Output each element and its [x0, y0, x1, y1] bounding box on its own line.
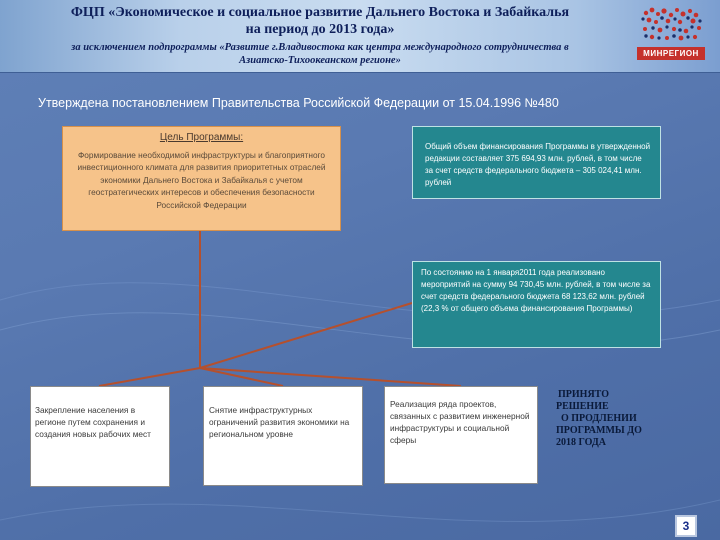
- header-banner: [0, 0, 720, 73]
- decision-line-5: 2018 ГОДА: [556, 437, 606, 448]
- task-text: Снятие инфраструктурных ограничений развития экономики на региональном уровне: [209, 405, 350, 439]
- task-text: Реализация ряда проектов, связанных с развитием инженерной инфраструктуры и социальной сферы: [390, 399, 530, 445]
- approval-subtitle: Утверждена постановлением Правительства Российской Федерации от 15.04.1996 №480: [38, 96, 559, 110]
- header-title-line-1: ФЦП «Экономическое и социальное развитие Дальнего Востока и Забайкалья: [70, 5, 570, 20]
- decision-note: [556, 389, 666, 449]
- program-goal-title: Цель Программы:: [159, 132, 244, 143]
- header-subtitle-line-1: за исключением подпрограммы «Развитие г.Владивостока как центра международного сотрудничества в: [71, 42, 569, 53]
- financing-box: [412, 126, 661, 199]
- task-box-projects: [384, 386, 538, 484]
- task-text: Закрепление населения в регионе путем сохранения и создания новых рабочих мест: [35, 405, 151, 439]
- decision-line-3: О ПРОДЛЕНИИ: [561, 413, 637, 424]
- page-number: 3: [675, 515, 697, 537]
- program-goal-text: Формирование необходимой инфраструктуры и благоприятного инвестиционного климата для развития приоритетных отраслей экономики Дальнего Востока и Забайкалья с учетом геостратегических интересов и обеспечения безопасности Российской Федерации: [77, 149, 326, 210]
- task-box-population: [30, 386, 170, 487]
- implementation-status-text: По состоянию на 1 января2011 года реализовано мероприятий на сумму 94 730,45 млн. рублей, в том числе за счет средств федерального бюджета 68 123,62 млн. рублей (22,3 % от общего объема финансирования Программы): [421, 268, 651, 313]
- minregion-logo-label: МИНРЕГИОН: [637, 47, 705, 60]
- financing-text: Общий объем финансирования Программы в утвержденной редакции составляет 375 694,93 млн. рублей, в том числе за счет средств федерального бюджета – 305 024,41 млн. рублей: [425, 142, 651, 187]
- decision-line-2: РЕШЕНИЕ: [556, 401, 609, 412]
- header-subtitle-line-2: Азиатско-Тихоокеанском регионе»: [239, 55, 401, 66]
- decision-line-1: ПРИНЯТО: [558, 389, 609, 400]
- program-goal-box: [62, 126, 341, 231]
- minregion-logo-icon: [640, 5, 704, 45]
- implementation-status-box: [412, 261, 661, 348]
- header-title-line-2: на период до 2013 года»: [245, 22, 395, 37]
- decision-line-4: ПРОГРАММЫ ДО: [556, 425, 642, 436]
- task-box-infrastructure: [203, 386, 363, 486]
